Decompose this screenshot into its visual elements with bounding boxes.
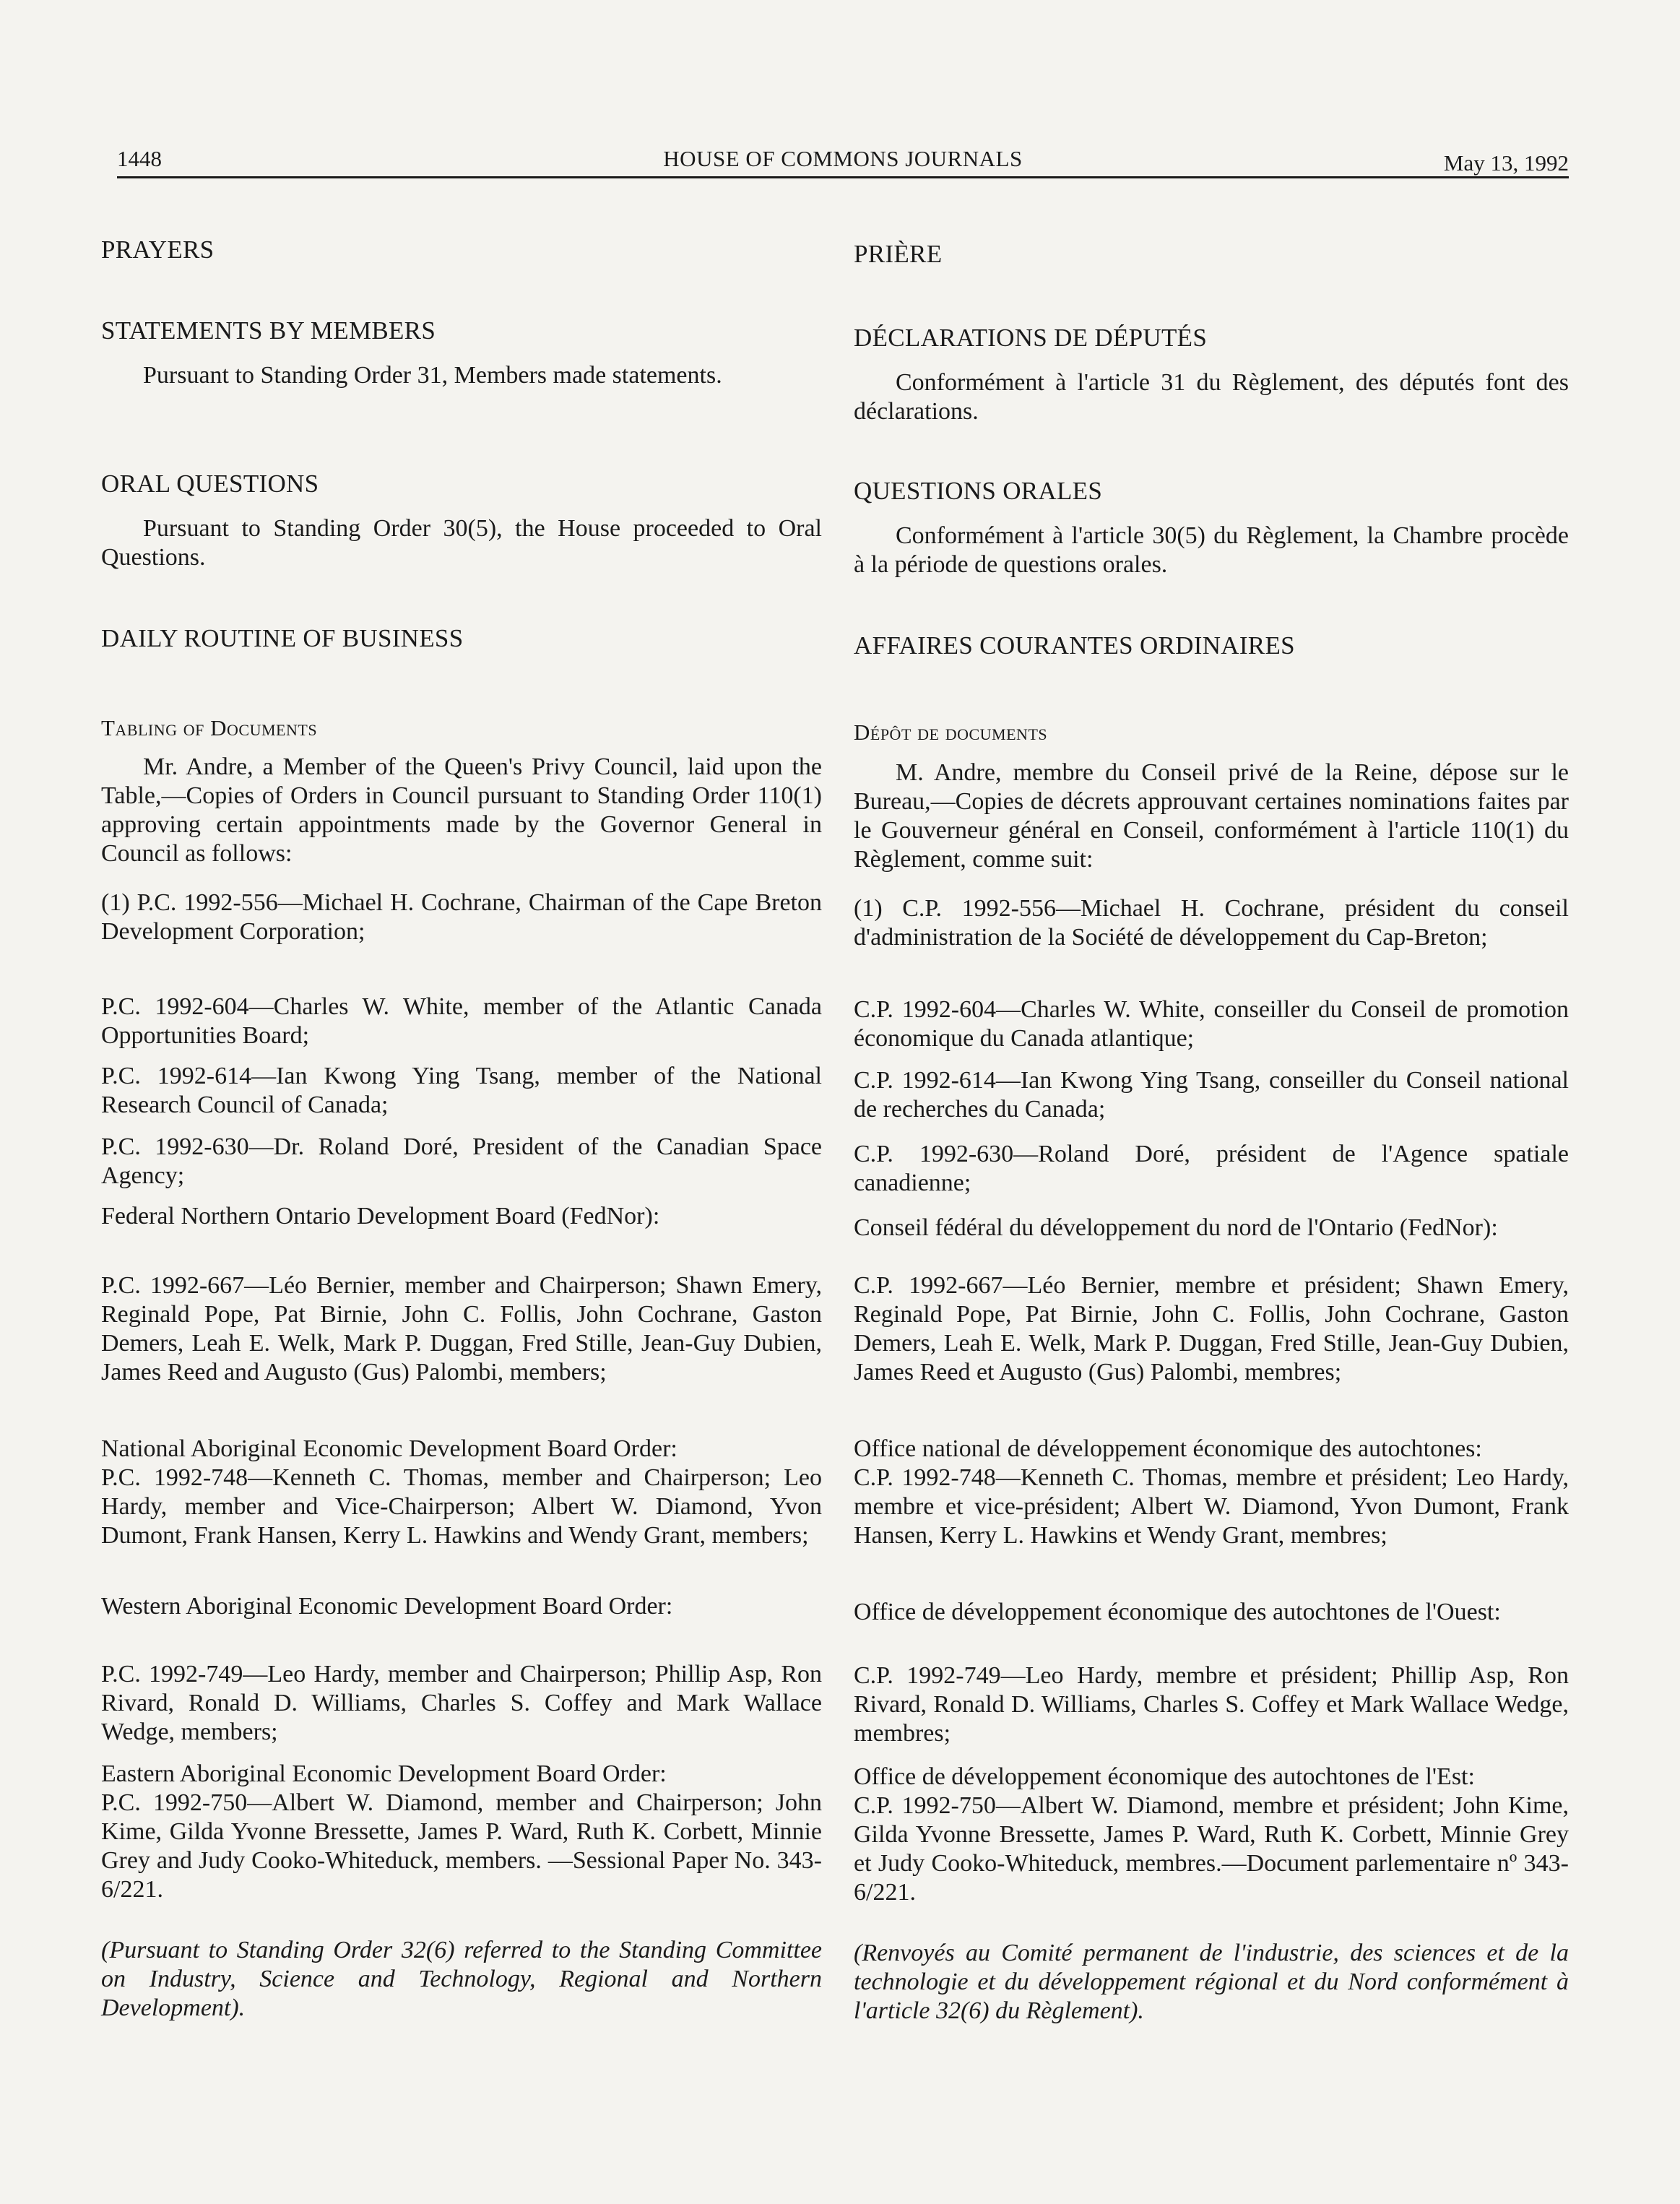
appointment-item-6: P.C. 1992-748—Kenneth C. Thomas, member and Chairperson; Leo Hardy, member and Vice-Chairperson; Albert W. Diamond, Yvon Dumont, Frank Hansen, Kerry L. Hawkins and Wendy Grant, members; xyxy=(101,1464,822,1549)
page-header xyxy=(117,142,1569,178)
fednor-heading: Federal Northern Ontario Development Board (FedNor): xyxy=(101,1203,660,1230)
appointment-item-3: C.P. 1992-614—Ian Kwong Ying Tsang, conseiller du Conseil national de recherches du Canada; xyxy=(854,1067,1569,1123)
tabling-intro: M. Andre, membre du Conseil privé de la Reine, dépose sur le Bureau,—Copies de décrets approuvant certaines nominations faites par le Gouverneur général en Conseil, conformément à l'article 110(1) du Règlement, comme suit: xyxy=(854,759,1569,873)
appointment-item-5: C.P. 1992-667—Léo Bernier, membre et président; Shawn Emery, Reginald Pope, Pat Birnie, John C. Follis, John Cochrane, Gaston Demers, Leah E. Welk, Mark P. Duggan, Fred Stille, Jean-Guy Dubien, James Reed et Augusto (Gus) Palombi, membres; xyxy=(854,1272,1569,1386)
appointment-item-7: P.C. 1992-749—Leo Hardy, member and Chairperson; Phillip Asp, Ron Rivard, Ronald D. Williams, Charles S. Coffey and Mark Wallace Wedge, members; xyxy=(101,1661,822,1745)
appointment-item-4: C.P. 1992-630—Roland Doré, président de l'Agence spatiale canadienne; xyxy=(854,1141,1569,1196)
tabling-heading: Tabling of Documents xyxy=(101,715,318,740)
appointment-item-4: P.C. 1992-630—Dr. Roland Doré, President of the Canadian Space Agency; xyxy=(101,1133,822,1189)
routine-heading: DAILY ROUTINE OF BUSINESS xyxy=(101,624,464,652)
oral-questions-heading: QUESTIONS ORALES xyxy=(854,477,1103,505)
eastern-board-heading: Eastern Aboriginal Economic Development Board Order: xyxy=(101,1760,667,1787)
prayers-heading: PRAYERS xyxy=(101,235,215,264)
appointment-item-6: C.P. 1992-748—Kenneth C. Thomas, membre et président; Leo Hardy, membre et vice-président; Albert W. Diamond, Yvon Dumont, Frank Hansen, Kerry L. Hawkins et Wendy Grant, membres; xyxy=(854,1464,1569,1549)
routine-heading: AFFAIRES COURANTES ORDINAIRES xyxy=(854,631,1295,660)
referral-note: (Pursuant to Standing Order 32(6) referred to the Standing Committee on Industry, Science and Technology, Regional and Northern Development). xyxy=(101,1937,822,2021)
appointment-item-1: (1) P.C. 1992-556—Michael H. Cochrane, Chairman of the Cape Breton Development Corporation; xyxy=(101,889,822,945)
referral-note: (Renvoyés au Comité permanent de l'industrie, des sciences et de la technologie et du développement régional et du Nord conformément à l'article 32(6) du Règlement). xyxy=(854,1940,1569,2024)
western-board-heading: Office de développement économique des autochtones de l'Ouest: xyxy=(854,1599,1501,1625)
western-board-heading: Western Aboriginal Economic Development Board Order: xyxy=(101,1593,673,1620)
statements-heading: DÉCLARATIONS DE DÉPUTÉS xyxy=(854,324,1208,352)
page-number: 1448 xyxy=(117,146,162,171)
statements-heading: STATEMENTS BY MEMBERS xyxy=(101,316,436,345)
appointment-item-2: P.C. 1992-604—Charles W. White, member of the Atlantic Canada Opportunities Board; xyxy=(101,993,822,1049)
appointment-item-3: P.C. 1992-614—Ian Kwong Ying Tsang, member of the National Research Council of Canada; xyxy=(101,1063,822,1118)
journal-title: HOUSE OF COMMONS JOURNALS xyxy=(663,146,1023,171)
fednor-heading: Conseil fédéral du développement du nord de l'Ontario (FedNor): xyxy=(854,1214,1498,1241)
journal-date: May 13, 1992 xyxy=(1443,150,1569,176)
national-board-heading: Office national de développement économique des autochtones: xyxy=(854,1435,1482,1462)
national-board-heading: National Aboriginal Economic Development Board Order: xyxy=(101,1435,677,1462)
appointment-item-2: C.P. 1992-604—Charles W. White, conseiller du Conseil de promotion économique du Canada atlantique; xyxy=(854,996,1569,1052)
oral-questions-heading: ORAL QUESTIONS xyxy=(101,470,319,498)
appointment-item-7: C.P. 1992-749—Leo Hardy, membre et président; Phillip Asp, Ron Rivard, Ronald D. Williams, Charles S. Coffey et Mark Wallace Wedge, membres; xyxy=(854,1662,1569,1747)
oral-questions-text: Conformément à l'article 30(5) du Règlement, la Chambre procède à la période de questions orales. xyxy=(854,522,1569,578)
oral-questions-text: Pursuant to Standing Order 30(5), the House proceeded to Oral Questions. xyxy=(101,515,822,571)
eastern-board-heading: Office de développement économique des autochtones de l'Est: xyxy=(854,1763,1475,1790)
appointment-item-1: (1) C.P. 1992-556—Michael H. Cochrane, président du conseil d'administration de la Société de développement du Cap-Breton; xyxy=(854,895,1569,951)
appointment-item-8: C.P. 1992-750—Albert W. Diamond, membre et président; John Kime, Gilda Yvonne Bressette, James P. Ward, Ruth K. Corbett, Minnie Grey et Judy Cooko-Whiteduck, membres.—Document parlementaire nº 343-6/221. xyxy=(854,1792,1569,1906)
appointment-item-5: P.C. 1992-667—Léo Bernier, member and Chairperson; Shawn Emery, Reginald Pope, Pat Birnie, John C. Follis, John Cochrane, Gaston Demers, Leah E. Welk, Mark P. Duggan, Fred Stille, Jean-Guy Dubien, James Reed and Augusto (Gus) Palombi, members; xyxy=(101,1272,822,1386)
tabling-intro: Mr. Andre, a Member of the Queen's Privy Council, laid upon the Table,—Copies of Orders in Council pursuant to Standing Order 110(1) approving certain appointments made by the Governor General in Council as follows: xyxy=(101,753,822,867)
appointment-item-8: P.C. 1992-750—Albert W. Diamond, member and Chairperson; John Kime, Gilda Yvonne Bressette, James P. Ward, Ruth K. Corbett, Minnie Grey and Judy Cooko-Whiteduck, members. —Sessional Paper No. 343-6/221. xyxy=(101,1789,822,1903)
statements-text: Pursuant to Standing Order 31, Members made statements. xyxy=(143,362,722,389)
tabling-heading: Dépôt de documents xyxy=(854,719,1048,745)
statements-text: Conformément à l'article 31 du Règlement, des députés font des déclarations. xyxy=(854,369,1569,425)
prayers-heading: PRIÈRE xyxy=(854,240,943,268)
